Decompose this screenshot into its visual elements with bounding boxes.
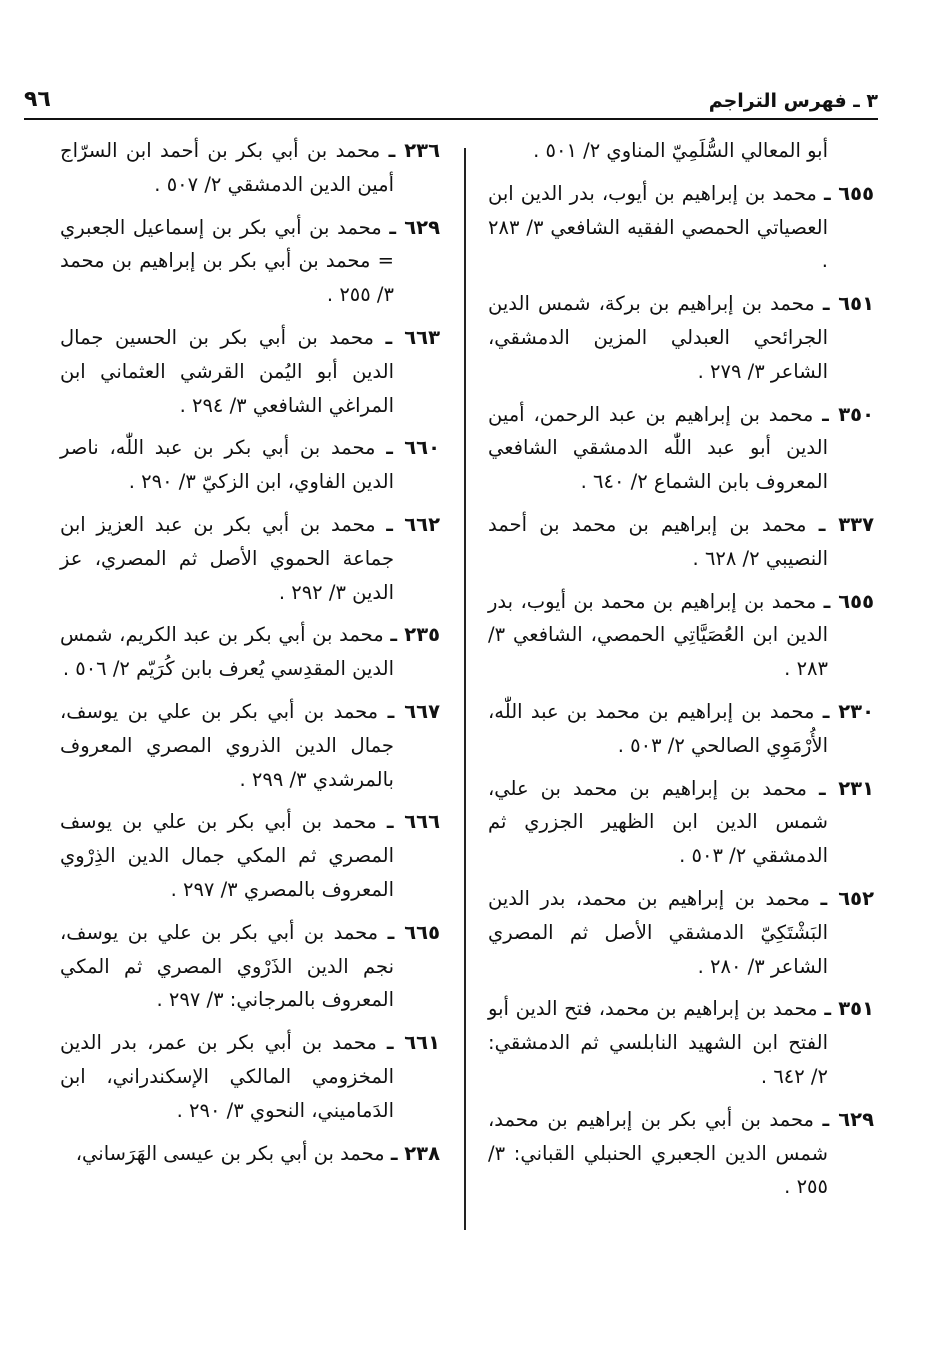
index-entry: ٦٦٣ ـ محمد بن أبي بكر بن الحسين جمال الدين أبو اليُمن القرشي العثماني ابن المراغي الشافعي ٣/ ٢٩٤ . <box>60 325 440 417</box>
right-column <box>488 134 874 1213</box>
index-entry: ٢٣٠ ـ محمد بن إبراهيم بن محمد بن عبد اللّٰه، الأُرْمَوِي الصالحي ٢/ ٥٠٣ . <box>488 699 874 757</box>
index-entry: ٦٢٩ ـ محمد بن أبي بكر بن إبراهيم بن محمد، شمس الدين الجعبري الحنبلي القباني: ٣/ ٢٥٥ . <box>488 1107 874 1199</box>
index-entry: أبو المعالي السُّلَمِيّ المناوي ٢/ ٥٠١ . <box>533 139 828 162</box>
page-number: ٩٦ <box>24 87 51 112</box>
index-entry: ٦٦٢ ـ محمد بن أبي بكر بن عبد العزيز ابن جماعة الحموي الأصل ثم المصري، عز الدين ٣/ ٢٩٢ . <box>60 512 440 604</box>
index-entry: ٣٣٧ ـ محمد بن إبراهيم بن محمد بن أحمد النصيبي ٢/ ٦٢٨ . <box>488 512 874 570</box>
index-entry: ٦٥١ ـ محمد بن إبراهيم بن بركة، شمس الدين الجرائحي العبدلي المزين الدمشقي، الشاعر ٣/ ٢٧٩ . <box>488 292 874 383</box>
index-entry: ٦٥٥ ـ محمد بن إبراهيم بن أيوب، بدر الدين ابن العصياتي الحمصي الفقيه الشافعي ٣/ ٢٨٣ . <box>488 181 874 273</box>
column-divider <box>464 148 466 1230</box>
index-entry: ٦٦٦ ـ محمد بن أبي بكر بن علي بن يوسف المصري ثم المكي جمال الدين الذِرْوي المعروف بالمصري ٣/ ٢٩٧ . <box>60 810 440 901</box>
index-entry: ٢٣١ ـ محمد بن إبراهيم بن محمد بن علي، شمس الدين ابن الظهير الجزري ثم الدمشقي ٢/ ٥٠٣ . <box>488 776 874 868</box>
page-header <box>24 72 878 120</box>
index-entry: ٦٦٥ ـ محمد بن أبي بكر بن علي بن يوسف، نجم الدين الذَرْوي المصري ثم المكي المعروف بالمرجاني: ٣/ ٢٩٧ . <box>60 920 440 1012</box>
index-entry: ٦٥٥ ـ محمد بن إبراهيم بن محمد بن أيوب، بدر الدين ابن العُصَيَّاتِي الحمصي، الشافعي ٣/ ٢٨٣ . <box>488 589 874 681</box>
index-entry: ٣٥١ ـ محمد بن إبراهيم بن محمد، فتح الدين أبو الفتح ابن الشهيد النابلسي ثم الدمشقي: ٢/ ٦٤٢ . <box>488 997 874 1088</box>
index-entry: ٢٣٦ ـ محمد بن أبي بكر بن أحمد ابن السرّاج أمين الدين الدمشقي ٢/ ٥٠٧ . <box>60 139 440 196</box>
index-entry: ٦٦٠ ـ محمد بن أبي بكر بن عبد اللّٰه، ناصر الدين الفاوي، ابن الزكيّ ٣/ ٢٩٠ . <box>60 436 440 494</box>
index-entry: ٦٢٩ ـ محمد بن أبي بكر بن إسماعيل الجعبري = محمد بن أبي بكر بن إبراهيم بن محمد ٣/ ٢٥٥ . <box>60 215 440 307</box>
chapter-title: ٣ ـ فهرس التراجم <box>708 90 878 112</box>
index-entry: ٦٥٢ ـ محمد بن إبراهيم بن محمد، بدر الدين البَشْتَكِيّ الدمشقي الأصل ثم المصري الشاعر ٣/ ٢٨٠ . <box>488 886 874 978</box>
left-column <box>60 134 440 1179</box>
index-entry: ٦٦١ ـ محمد بن أبي بكر بن عمر، بدر الدين المخزومي المالكي الإسكندراني، ابن الدَماميني، النحوي ٣/ ٢٩٠ . <box>60 1031 440 1122</box>
index-entry: ٦٦٧ ـ محمد بن أبي بكر بن علي بن يوسف، جمال الدين الذروي المصري المعروف بالمرشدي ٣/ ٢٩٩ . <box>60 699 440 791</box>
index-entry: ٢٣٨ ـ محمد بن أبي بكر بن عيسى الهَرَساني، <box>75 1141 440 1165</box>
index-entry: ٣٥٠ ـ محمد بن إبراهيم بن عبد الرحمن، أمين الدين أبو عبد اللّٰه الدمشقي الشافعي المعروف بابن الشماع ٢/ ٦٤٠ . <box>488 402 874 494</box>
index-entry: ٢٣٥ ـ محمد بن أبي بكر بن عبد الكريم، شمس الدين المقدِسي يُعرف بابن كُرَيّم ٢/ ٥٠٦ . <box>60 623 441 681</box>
